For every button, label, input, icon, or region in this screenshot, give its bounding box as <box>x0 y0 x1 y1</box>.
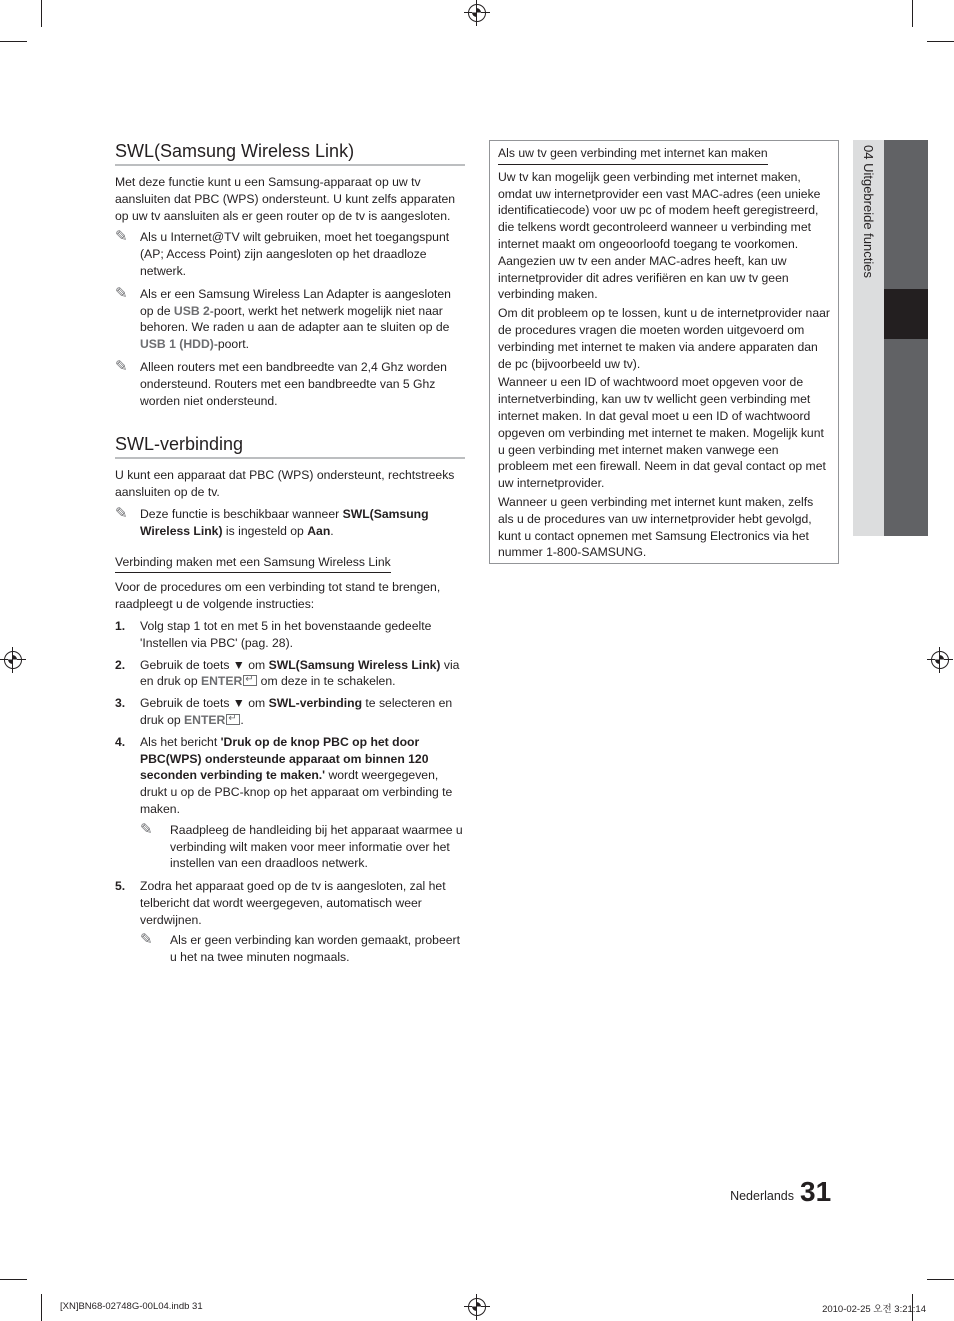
swl-intro: Met deze functie kunt u een Samsung-apparaat op uw tv aansluiten dat PBC (WPS) ondersteunt. U kunt zelfs apparaten op uw tv aansluiten als er geen router op de tv is aangesloten. <box>115 175 456 223</box>
troubleshooting-box <box>489 140 839 564</box>
pencil-icon: ✎ <box>115 228 128 246</box>
page-number: 31 <box>800 1176 832 1207</box>
connect-intro: Voor de procedures om een verbinding tot stand te brengen, raadpleegt u de volgende instructies: <box>115 580 441 612</box>
pencil-icon: ✎ <box>115 284 128 302</box>
pencil-icon: ✎ <box>140 820 153 838</box>
box-paragraph: Wanneer u een ID of wachtwoord moet opgeven voor de internetverbinding, kan uw tv wellicht geen verbinding met internet maken. In dat geval moet u een ID of wachtwoord opgeven om verbinding met internet te maken. Mogelijk kunt u geen verbinding met internet maken vanwege een probleem met een firewall. Neem in dat geval contact op met uw internetprovider. <box>498 375 826 491</box>
footer-language: Nederlands <box>730 1189 794 1203</box>
box-paragraph: Uw tv kan mogelijk geen verbinding met internet maken, omdat uw internetprovider een vast MAC-adres (een unieke identificatiecode) voor uw pc of modem heeft geregistreerd, die telkens wordt gecontroleerd wanneer u verbinding met internet maakt om ongeoorloofd toegang te voorkomen. Aangezien uw tv een ander MAC-adres heeft, kan uw internetprovider dit adres verifiëren en kan uw tv geen verbinding maken. <box>498 169 821 302</box>
note-consult-manual: ✎ Raadpleeg de handleiding bij het apparaat waarmee u verbinding wilt maken voor meer informatie over het instellen van een draadloos netwerk. <box>140 820 463 871</box>
box-title: Als uw tv geen verbinding met internet kan maken <box>498 145 768 165</box>
note-retry: ✎ Als er geen verbinding kan worden gemaakt, probeert u het na twee minuten nogmaals. <box>140 931 460 965</box>
crop-mark <box>41 1294 42 1321</box>
note-bandwidth: ✎ Alleen routers met een bandbreedte van 2,4 Ghz worden ondersteund. Routers met een bandbreedte van 5 Ghz worden niet ondersteund. <box>115 357 447 408</box>
section-heading-swl-verbinding: SWL-verbinding <box>115 433 465 459</box>
crop-mark <box>912 0 913 27</box>
note-internet-tv: ✎ Als u Internet@TV wilt gebruiken, moet het toegangspunt (AP; Access Point) zijn aangesloten op het draadloze netwerk. <box>115 228 450 278</box>
crop-mark <box>927 41 954 42</box>
chapter-tab-dark <box>884 339 928 536</box>
registration-mark-icon <box>931 651 949 669</box>
pencil-icon: ✎ <box>115 357 128 375</box>
crop-mark <box>927 1279 954 1280</box>
note-function-available: ✎ Deze functie is beschikbaar wanneer SWL(Samsung Wireless Link) is ingesteld op Aan. <box>115 504 429 538</box>
section-heading-swl: SWL(Samsung Wireless Link) <box>115 140 465 166</box>
left-column <box>115 140 465 972</box>
pencil-icon: ✎ <box>140 931 153 949</box>
registration-mark-icon <box>4 651 22 669</box>
list-item: 4. Als het bericht 'Druk op de knop PBC op het door PBC(WPS) ondersteunde apparaat om binnen 120 seconden verbinding te maken.' wordt weergegeven, drukt u op de PBC-knop op het apparaat om verbinding te maken. ✎ Raadpleeg de handleiding bij het apparaat waarmee u verbinding wilt maken voor meer informatie over het instellen van een draadloos netwerk. <box>115 734 465 872</box>
list-item: 1. Volg stap 1 tot en met 5 in het bovenstaande gedeelte 'Instellen via PBC' (pag. 28). <box>115 618 432 650</box>
chapter-tab-dark <box>884 140 928 289</box>
registration-mark-icon <box>468 1298 486 1316</box>
pencil-icon: ✎ <box>115 504 128 522</box>
list-item: 2. Gebruik de toets ▼ om SWL(Samsung Wireless Link) via en druk op ENTER↵ om deze in te schakelen. <box>115 657 465 691</box>
crop-mark <box>0 41 27 42</box>
list-item: 5. Zodra het apparaat goed op de tv is aangesloten, zal het telbericht dat wordt weergegeven, automatisch weer verdwijnen. ✎ Als er geen verbinding kan worden gemaakt, probeert u het na twee minuten nogmaals. <box>115 878 465 966</box>
step-list <box>115 618 465 966</box>
registration-mark-icon <box>468 4 486 22</box>
print-slug-date: 2010-02-25 오전 3:21:14 <box>822 1304 926 1315</box>
print-slug-file: [XN]BN68-02748G-00L04.indb 31 <box>60 1301 203 1312</box>
list-item: 3. Gebruik de toets ▼ om SWL-verbinding te selecteren en druk op ENTER↵ . <box>115 695 465 729</box>
enter-key-icon <box>226 714 240 725</box>
enter-key-icon <box>243 675 257 686</box>
chapter-tab-active <box>884 289 928 339</box>
subheading-connect: Verbinding maken met een Samsung Wireless Link <box>115 554 391 574</box>
crop-mark <box>0 1279 27 1280</box>
crop-mark <box>41 0 42 27</box>
box-paragraph: Om dit probleem op te lossen, kunt u de internetprovider naar de procedures vragen die moeten worden uitgevoerd om verbinding met internet te maken via andere apparaten dan de pc (bijvoorbeeld uw tv). <box>498 306 830 371</box>
chapter-label: 04 Uitgebreide functies <box>861 145 876 278</box>
note-usb-adapter: ✎ Als er een Samsung Wireless Lan Adapter is aangesloten op de USB 2-poort, werkt het netwerk mogelijk niet naar behoren. We raden u aan de adapter aan te sluiten op de USB 1 (HDD)-poort. <box>115 284 451 352</box>
swl-verbinding-intro: U kunt een apparaat dat PBC (WPS) ondersteunt, rechtstreeks aansluiten op de tv. <box>115 468 455 500</box>
box-paragraph: Wanneer u geen verbinding met internet kunt maken, zelfs als u de procedures van uw internetprovider hebt gevolgd, kunt u contact opnemen met Samsung Electronics via het nummer 1-800-SAMSUNG. <box>498 494 814 560</box>
